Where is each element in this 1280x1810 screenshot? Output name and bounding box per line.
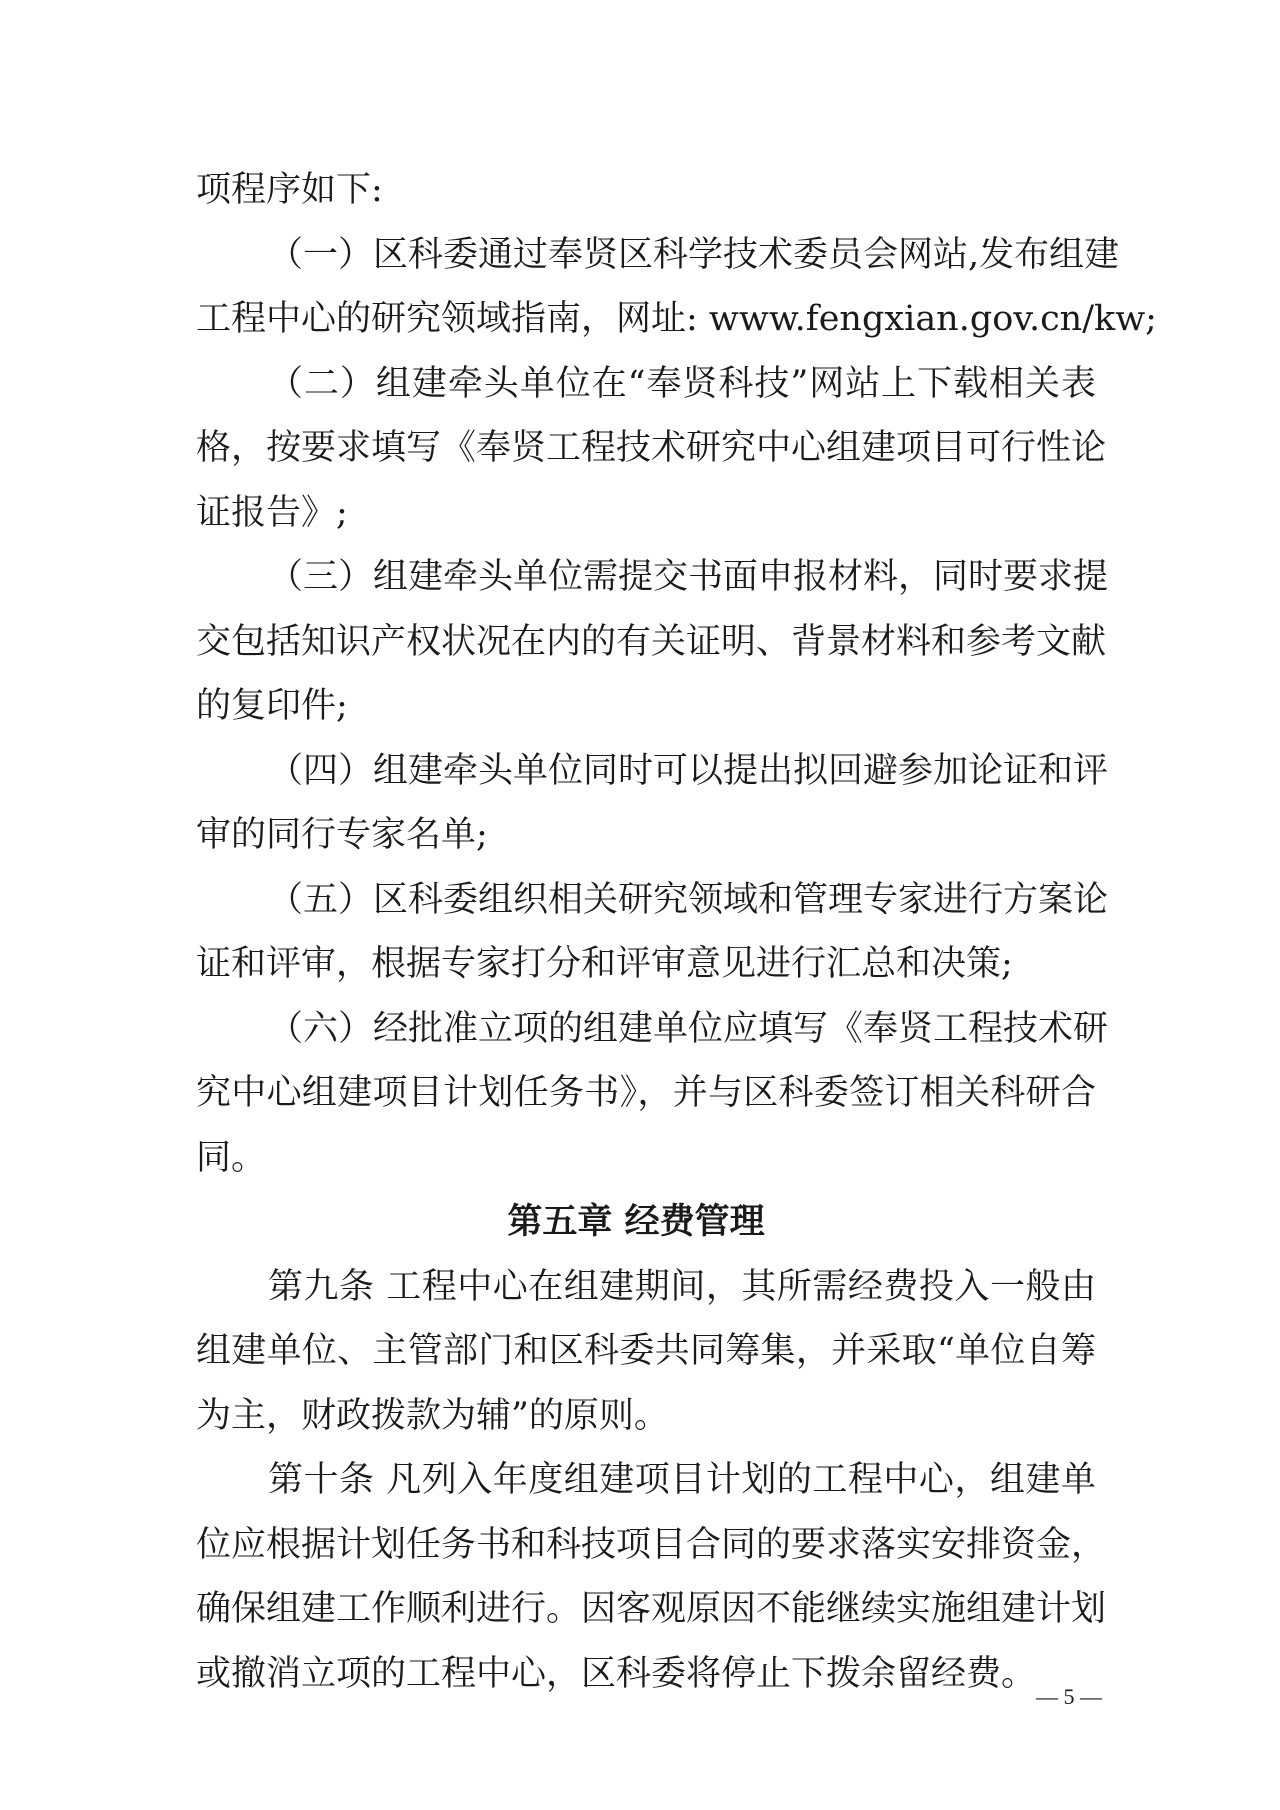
body-text-after-heading bbox=[196, 1255, 1107, 1707]
text-line: 项程序如下: bbox=[196, 170, 383, 210]
text-line: （一）区科委通过奉贤区科学技术委员会网站,发布组建 bbox=[268, 234, 1120, 275]
chapter-heading: 第五章 经费管理 bbox=[507, 1202, 765, 1242]
document-page bbox=[196, 158, 1157, 1706]
text-line: 工程中心的研究领域指南，网址: www.fengxian.gov.cn/kw; bbox=[196, 299, 1157, 339]
page-number: — 5 — bbox=[1036, 1684, 1102, 1709]
text-line: （四）组建牵头单位同时可以提出拟回避参加论证和评 bbox=[268, 750, 1109, 791]
text-line: 第九条 工程中心在组建期间，其所需经费投入一般由 bbox=[268, 1266, 1096, 1307]
text-line: 第十条 凡列入年度组建项目计划的工程中心，组建单 bbox=[268, 1460, 1096, 1500]
text-line: 审的同行专家名单; bbox=[196, 815, 488, 855]
text-line: 同。 bbox=[196, 1137, 267, 1178]
text-line: 证和评审，根据专家打分和评审意见进行汇总和决策; bbox=[196, 944, 1013, 984]
text-line: 交包括知识产权状况在内的有关证明、背景材料和参考文献 bbox=[196, 621, 1107, 662]
text-line: 位应根据计划任务书和科技项目合同的要求落实安排资金， bbox=[196, 1524, 1107, 1565]
text-line: 证报告》; bbox=[196, 492, 348, 533]
text-line: 为主，财政拨款为辅”的原则。 bbox=[196, 1395, 669, 1436]
body-text-before-heading bbox=[196, 158, 1157, 1190]
text-line: 或撤消立项的工程中心，区科委将停止下拨余留经费。 bbox=[196, 1653, 1037, 1694]
text-line: 的复印件; bbox=[196, 686, 348, 726]
text-line: 究中心组建项目计划任务书》，并与区科委签订相关科研合 bbox=[196, 1073, 1096, 1113]
text-line: （二）组建牵头单位在“奉贤科技”网站上下载相关表 bbox=[268, 363, 1096, 404]
text-line: 组建单位、主管部门和区科委共同筹集，并采取“单位自筹 bbox=[196, 1331, 1096, 1371]
text-line: （六）经批准立项的组建单位应填写《奉贤工程技术研 bbox=[268, 1008, 1109, 1049]
text-line: （三）组建牵头单位需提交书面申报材料，同时要求提 bbox=[268, 557, 1109, 597]
text-line: 确保组建工作顺利进行。因客观原因不能继续实施组建计划 bbox=[196, 1589, 1107, 1629]
text-line: 格，按要求填写《奉贤工程技术研究中心组建项目可行性论 bbox=[196, 428, 1107, 468]
text-line: （五）区科委组织相关研究领域和管理专家进行方案论 bbox=[268, 879, 1109, 920]
